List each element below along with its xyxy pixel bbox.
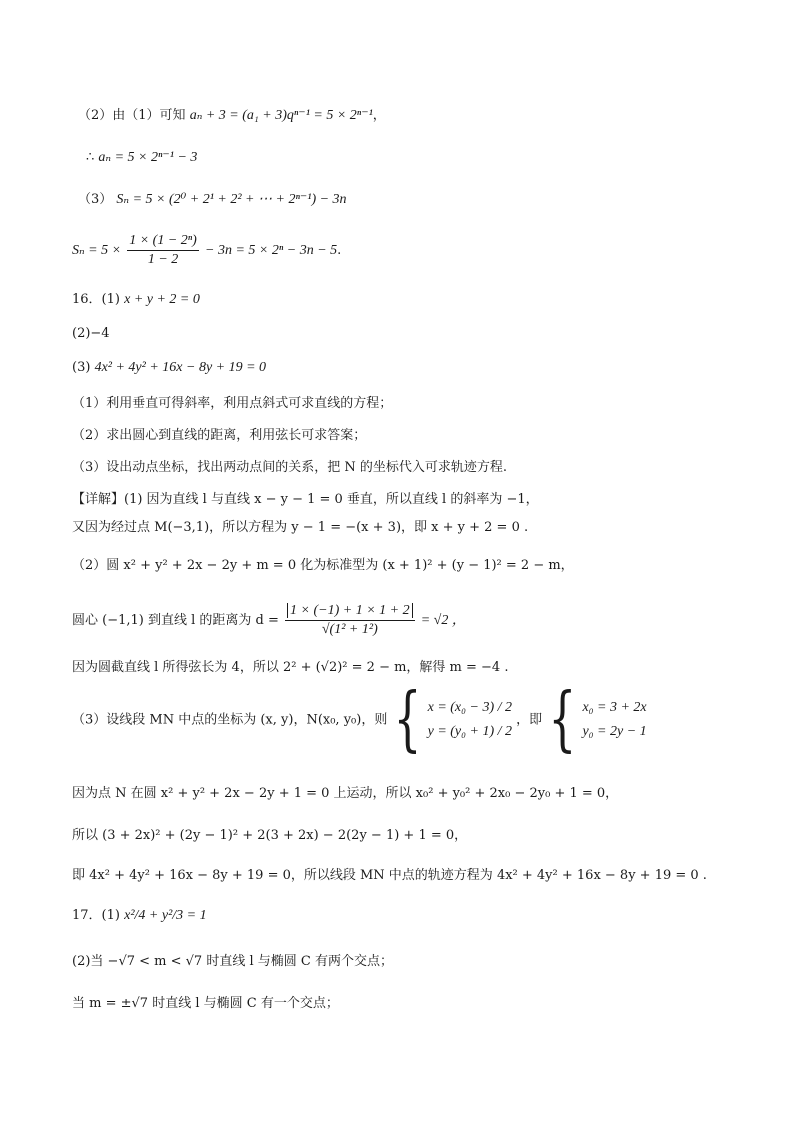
detail-line-5 [72,658,508,678]
detail-text: 因为圆截直线 l 所得弦长为 4，所以 2² + (√2)² = 2 − m，解得 m = −4 . [72,660,509,675]
detail-text: （2）圆 x² + y² + 2x − 2y + m = 0 化为标准型为 (x + 1)² + (y − 1)² = 2 − m， [72,558,574,573]
analysis-text: （1）利用垂直可得斜率，利用点斜式可求直线的方程； [72,396,393,411]
analysis-text: （3）设出动点坐标，找出两动点间的关系，把 N 的坐标代入可求轨迹方程. [72,460,508,475]
math-equation: Sₙ = 5 × [72,243,122,258]
detail-text: （3）设线段 MN 中点的坐标为 (x, y)，N(x₀, y₀)，则 [72,712,388,728]
math-equation: Sₙ = 5 × (2⁰ + 2¹ + 2² + ⋯ + 2ⁿ⁻¹) − 3n [116,192,347,207]
answer-text: (2)−4 [72,326,110,341]
analysis-line-3 [72,458,507,478]
math-equation: x²/4 + y²/3 = 1 [124,908,207,923]
system-row: x = (x₀ − 3) / 2 [427,700,513,715]
answer-16-part1 [72,290,200,310]
solution-text: （2）由（1）可知 [78,108,186,123]
detail-text: 又因为经过点 M(−3,1)，所以方程为 y − 1 = −(x + 3)，即 x + y + 2 = 0 . [72,520,529,535]
detail-text: ，即 [516,712,543,728]
answer-16-part3 [72,358,266,378]
detail-line-8 [72,826,467,846]
question-number: 17．(1) [72,908,120,923]
solution-text: （3） [78,192,113,207]
answer-17-part1 [72,906,207,926]
analysis-line-2 [72,426,366,446]
analysis-text: （2）求出圆心到直线的距离，利用弦长可求答案； [72,428,367,443]
detail-text: 所以 (3 + 2x)² + (2y − 1)² + 2(3 + 2x) − 2(2y − 1) + 1 = 0， [72,828,468,843]
solution-line-part2: （2）由（1）可知 aₙ + 3 = (a₁ + 3)qⁿ⁻¹ = 5 × 2ⁿ⁻¹， [78,108,386,123]
equation-system [428,696,512,744]
system-row: x₀ = 3 + 2x [582,700,647,715]
detail-line-6: （3）设线段 MN 中点的坐标为 (x, y)，N(x₀, y₀)，则 { x = (x₀ − 3) / 2 y = (y₀ + 1) / 2 ，即 { x₀ = 3 + 2x y₀ = 2y − 1 [72,678,647,760]
fraction-numerator: 1 × (−1) + 1 × 1 + 2 [285,602,415,621]
solution-line-part3 [78,190,347,210]
fraction-denominator: 1 − 2 [147,252,179,267]
detail-text: 【详解】(1) 因为直线 l 与直线 x − y − 1 = 0 垂直，所以直线 l 的斜率为 −1， [72,492,539,507]
analysis-line-1 [72,394,392,414]
answer-text: (3) [72,360,91,375]
math-equation: x + y + 2 = 0 [124,292,200,307]
answer-text: 当 m = ±√7 时直线 l 与椭圆 C 有一个交点； [72,996,339,1011]
math-equation: − 3n = 5 × 2ⁿ − 3n − 5 [205,243,338,258]
detail-line-7 [72,784,618,804]
fraction-numerator: 1 × (1 − 2ⁿ) [127,232,199,251]
answer-17-part2 [72,952,393,972]
detail-text: 因为点 N 在圆 x² + y² + 2x − 2y + 1 = 0 上运动，所以 x₀² + y₀² + 2x₀ − 2y₀ + 1 = 0， [72,786,619,801]
detail-line-1 [72,490,539,510]
answer-17-part2-cont [72,994,339,1014]
system-row: y = (y₀ + 1) / 2 [427,724,513,739]
detail-line-2 [72,518,528,538]
therefore-symbol: ∴ [86,150,95,165]
math-equation: 4x² + 4y² + 16x − 8y + 19 = 0 [94,360,267,375]
detail-text: 圆心 (−1,1) 到直线 l 的距离为 d = [72,613,279,628]
fraction-denominator: √(1² + 1²) [321,622,378,637]
math-equation: aₙ + 3 = (a₁ + 3)qⁿ⁻¹ = 5 × 2ⁿ⁻¹ [189,108,373,123]
math-equation: aₙ = 5 × 2ⁿ⁻¹ − 3 [98,150,198,165]
distance-fraction [285,602,415,639]
question-number: 16．(1) [72,292,120,307]
answer-text: (2)当 −√7 < m < √7 时直线 l 与椭圆 C 有两个交点； [72,954,393,969]
detail-line-4 [72,602,466,639]
equation-system [582,696,646,744]
math-equation: = √2 ， [420,613,466,628]
answer-16-part2 [72,324,110,344]
detail-text: 即 4x² + 4y² + 16x − 8y + 19 = 0，所以线段 MN 中点的轨迹方程为 4x² + 4y² + 16x − 8y + 19 = 0 . [72,868,707,883]
detail-line-3 [72,556,574,576]
system-row: y₀ = 2y − 1 [582,724,647,739]
detail-line-9 [72,866,707,886]
solution-line-an [86,148,197,168]
fraction [127,232,199,269]
solution-line-sum: Sₙ = 5 × $\frac{\text{1 × (1 − 2ⁿ)}}{1 - 2}$ − 3n = 5 × 2ⁿ − 3n − 5. [72,233,342,267]
